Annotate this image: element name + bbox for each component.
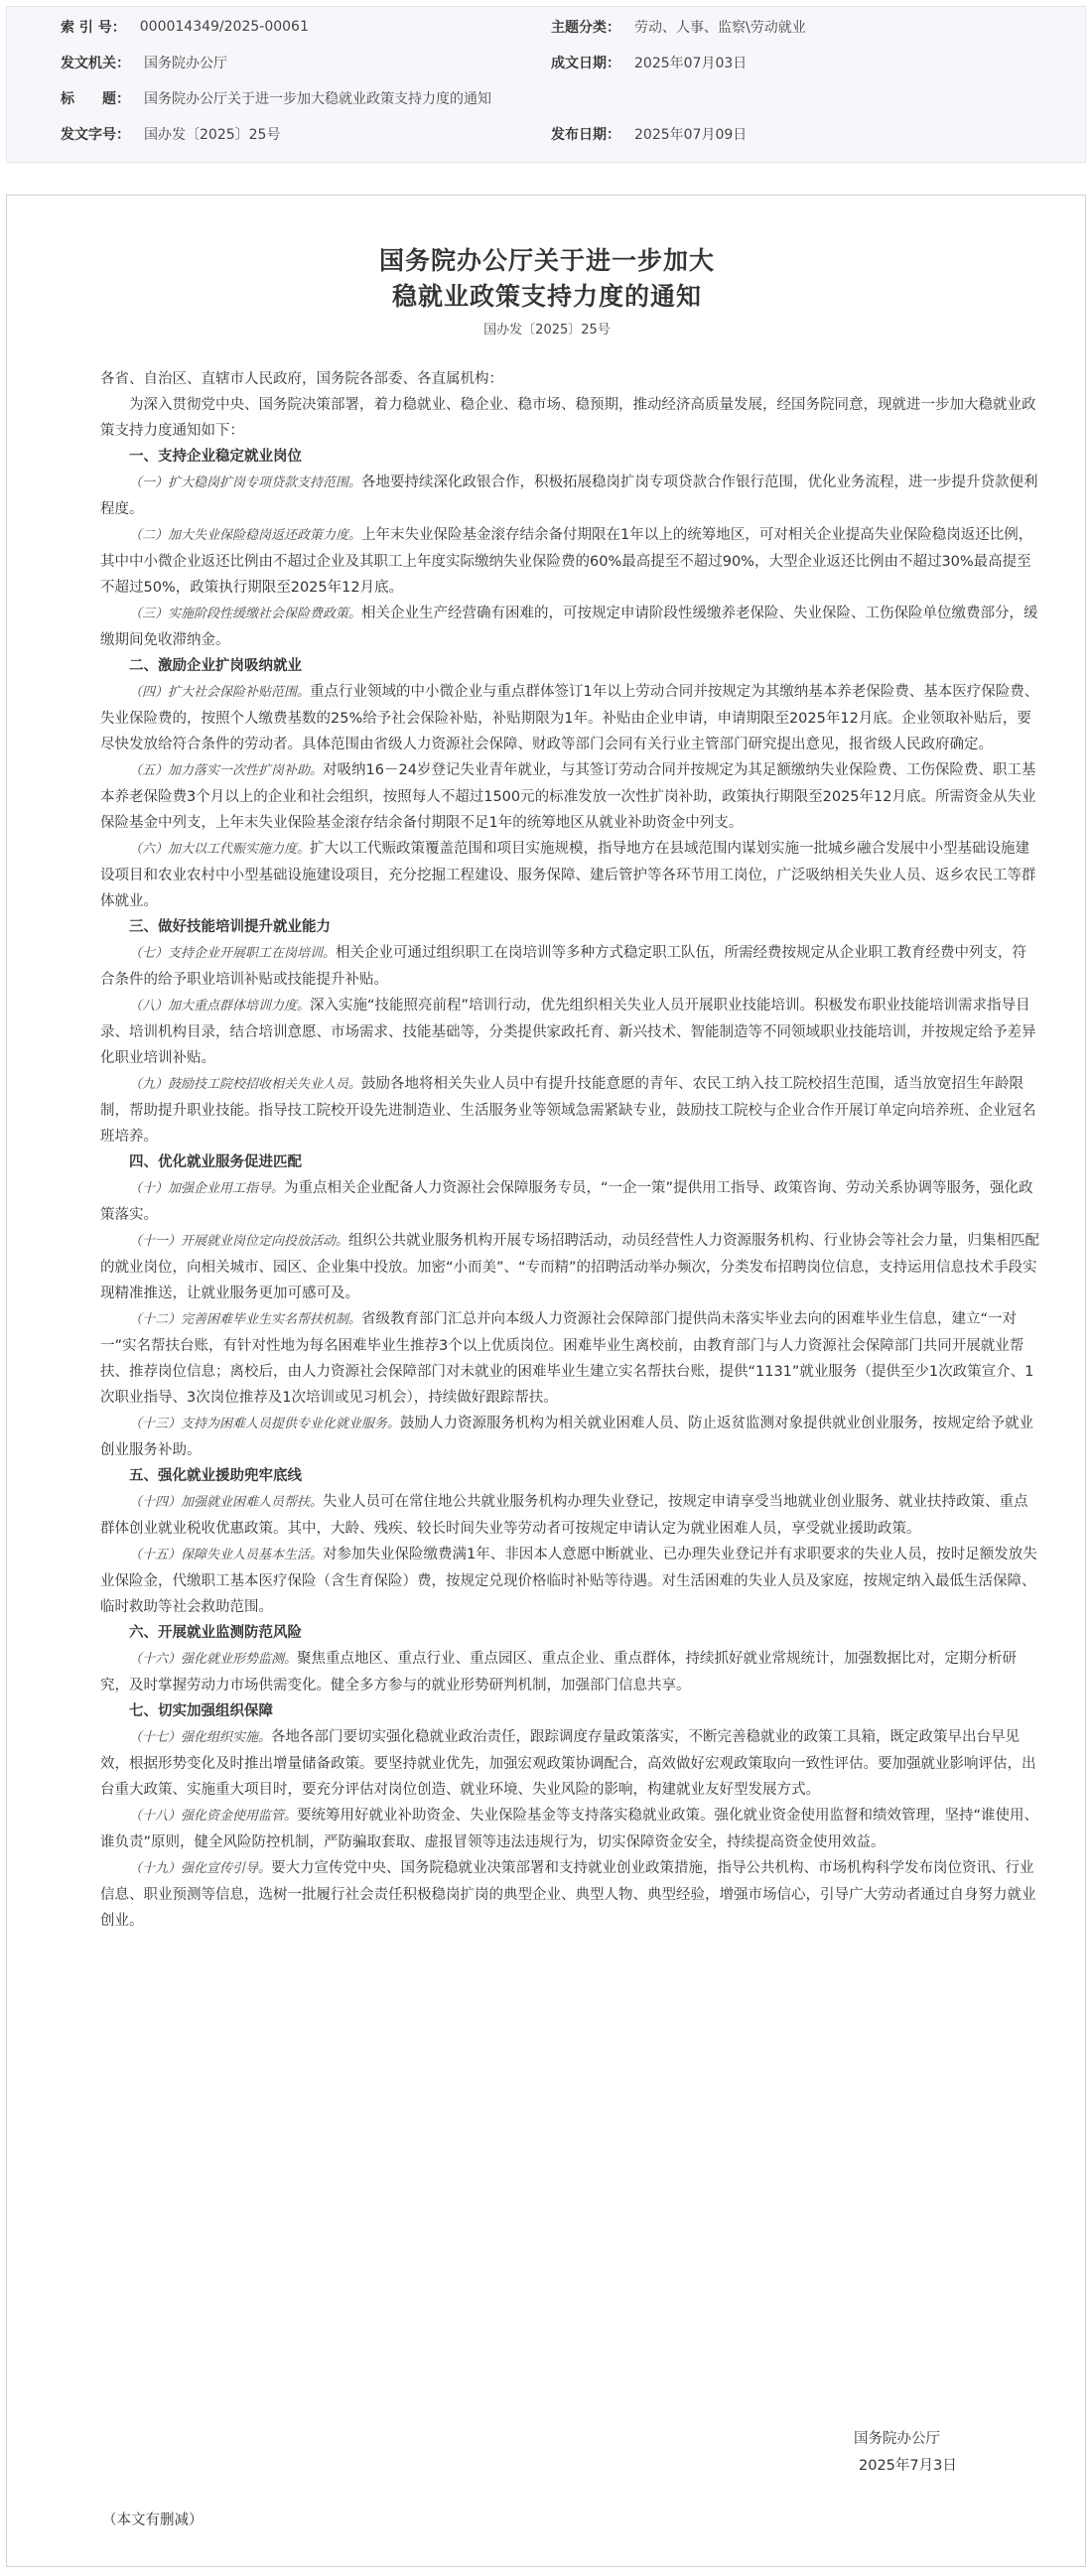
paragraph-7-text: 相关企业可通过组织职工在岗培训等多种方式稳定职工队伍，所需经费按规定从企业职工教育经费中列支，符合条件的给予职业培训补贴或技能提升补贴。 <box>100 945 1027 988</box>
paragraph-19-text: 要大力宣传党中央、国务院稳就业决策部署和支持就业创业政策措施，指导公共机构、市场机构科学发布岗位资讯、行业信息、职业预测等信息，选树一批履行社会责任积极稳岗扩岗的典型企业、典型人物、典型经验，增强市场信心，引导广大劳动者通过自身努力就业创业。 <box>100 1860 1036 1929</box>
paragraph-10-subtitle: （十）加强企业用工指导。 <box>129 1181 285 1196</box>
category-label: 主题分类： <box>551 20 620 36</box>
date-published-value: 2025年07月09日 <box>634 127 748 143</box>
doc-number-value: 国办发〔2025〕25号 <box>144 127 281 143</box>
title-value: 国务院办公厅关于进一步加大稳就业政策支持力度的通知 <box>144 91 491 107</box>
paragraph-3 <box>100 601 1039 653</box>
intro-paragraph: 为深入贯彻党中央、国务院决策部署，着力稳就业、稳企业、稳市场、稳预期，推动经济高质量发展，经国务院同意，现就进一步加大稳就业政策支持力度通知如下： <box>100 397 1036 439</box>
paragraph-3-text: 相关企业生产经营确有困难的，可按规定申请阶段性缓缴养老保险、失业保险、工伤保险单位缴费部分，缓缴期间免收滞纳金。 <box>100 606 1038 648</box>
section-heading-2: 二、激励企业扩岗吸纳就业 <box>129 658 302 674</box>
paragraph-15-text: 对参加失业保险缴费满1年、非因本人意愿中断就业、已办理失业登记并有求职要求的失业人员，按时足额发放失业保险金，代缴职工基本医疗保险（含生育保险）费，按规定兑现价格临时补贴等待遇。对生活困难的失业人员及家庭，按规定纳入最低生活保障、临时救助等社会救助范围。 <box>100 1547 1037 1615</box>
paragraph-5-text: 对吸纳16－24岁登记失业青年就业，与其签订劳动合同并按规定为其足额缴纳失业保险费、工伤保险费、职工基本养老保险费3个月以上的企业和社会组织，按照每人不超过1500元的标准发放一次性扩岗补助，政策执行期限至2025年12月底。所需资金从失业保险基金中列支，上年末失业保险基金滚存结余备付期限不足1年的统筹地区从就业补助资金中列支。 <box>100 762 1036 831</box>
paragraph-16 <box>100 1646 1039 1698</box>
paragraph-17-subtitle: （十七）强化组织实施。 <box>129 1730 272 1745</box>
document-number: 国办发〔2025〕25号 <box>483 323 611 338</box>
paragraph-11 <box>100 1228 1039 1306</box>
signature-issuer: 国务院办公厅 <box>854 2431 940 2447</box>
paragraph-6-text: 扩大以工代赈政策覆盖范围和项目实施规模，指导地方在县域范围内谋划实施一批城乡融合发展中小型基础设施建设项目和农业农村中小型基础设施建设项目，充分挖掘工程建设、服务保障、建后管护等各环节用工岗位，广泛吸纳相关失业人员、返乡农民工等群体就业。 <box>100 841 1036 909</box>
paragraph-5-subtitle: （五）加力落实一次性扩岗补助。 <box>129 763 324 778</box>
paragraph-1-subtitle: （一）扩大稳岗扩岗专项贷款支持范围。 <box>129 475 362 490</box>
paragraph-12-text: 省级教育部门汇总并向本级人力资源社会保障部门提供尚未落实毕业去向的困难毕业生信息，建立“一对一”实名帮扶台账，有针对性地为每名困难毕业生推荐3个以上优质岗位。困难毕业生离校前，由教育部门与人力资源社会保障部门共同开展就业帮扶、推荐岗位信息；离校后，由人力资源社会保障部门对未就业的困难毕业生建立实名帮扶台账，提供“1131”就业服务（提供至少1次政策宣介、1次职业指导、3次岗位推荐及1次培训或见习机会），持续做好跟踪帮扶。 <box>100 1311 1034 1406</box>
date-written-value: 2025年07月03日 <box>634 56 748 71</box>
paragraph-4-text: 重点行业领域的中小微企业与重点群体签订1年以上劳动合同并按规定为其缴纳基本养老保险费、基本医疗保险费、失业保险费的，按照个人缴费基数的25%给予社会保险补贴，补贴期限为1年。补贴由企业申请，申请期限至2025年12月底。企业领取补贴后，要尽快发放给符合条件的劳动者。具体范围由省级人力资源社会保障、财政等部门会同有关行业主管部门研究提出意见，报省级人民政府确定。 <box>100 684 1039 752</box>
paragraph-14-subtitle: （十四）加强就业困难人员帮扶。 <box>129 1495 324 1510</box>
document-panel <box>6 195 1086 2567</box>
paragraph-13-text: 鼓励人力资源服务机构为相关就业困难人员、防止返贫监测对象提供就业创业服务，按规定给予就业创业服务补助。 <box>100 1416 1034 1458</box>
doc-number-row <box>61 118 280 150</box>
index-number-label: 索 引 号： <box>61 20 126 36</box>
index-number-row <box>61 11 309 43</box>
issuer-value: 国务院办公厅 <box>144 56 227 71</box>
paragraph-7-subtitle: （七）支持企业开展职工在岗培训。 <box>129 946 337 961</box>
issuer-label: 发文机关： <box>61 56 130 71</box>
section-heading-7: 七、切实加强组织保障 <box>129 1703 273 1719</box>
paragraph-3-subtitle: （三）实施阶段性缓缴社会保险费政策。 <box>129 607 362 621</box>
paragraph-2 <box>100 522 1039 601</box>
date-published-label: 发布日期： <box>551 127 620 143</box>
document-title-line1: 国务院办公厅关于进一步加大 <box>378 246 715 275</box>
paragraph-8 <box>100 993 1039 1071</box>
signature-date: 2025年7月3日 <box>859 2458 957 2474</box>
paragraph-10 <box>100 1175 1039 1228</box>
metadata-panel <box>6 6 1086 163</box>
category-row <box>551 11 806 43</box>
date-published-row <box>551 118 747 150</box>
category-value: 劳动、人事、监察\劳动就业 <box>634 20 806 36</box>
paragraph-5 <box>100 757 1039 836</box>
paragraph-15 <box>100 1542 1039 1620</box>
paragraph-8-subtitle: （八）加大重点群体培训力度。 <box>129 999 311 1014</box>
issuer-row <box>61 47 227 78</box>
paragraph-1 <box>100 470 1039 522</box>
title-row <box>61 82 491 114</box>
paragraph-4-subtitle: （四）扩大社会保险补贴范围。 <box>129 685 311 700</box>
paragraph-12 <box>100 1306 1039 1411</box>
paragraph-15-subtitle: （十五）保障失业人员基本生活。 <box>129 1548 324 1562</box>
paragraph-9-subtitle: （九）鼓励技工院校招收相关失业人员。 <box>129 1077 362 1092</box>
section-heading-4: 四、优化就业服务促进匹配 <box>129 1154 302 1170</box>
index-number-value: 000014349/2025-00061 <box>139 19 309 35</box>
paragraph-8-text: 深入实施“技能照亮前程”培训行动，优先组织相关失业人员开展职业技能培训。积极发布职业技能培训需求指导目录、培训机构目录，结合培训意愿、市场需求、技能基础等，分类提供家政托育、新兴技术、智能制造等不同领域职业技能培训，并按规定给予差异化职业培训补贴。 <box>100 998 1036 1066</box>
paragraph-16-subtitle: （十六）强化就业形势监测。 <box>129 1652 298 1667</box>
paragraph-19 <box>100 1855 1039 1934</box>
paragraph-9-text: 鼓励各地将相关失业人员中有提升技能意愿的青年、农民工纳入技工院校招生范围，适当放宽招生年龄限制，帮助提升职业技能。指导技工院校开设先进制造业、生活服务业等领域急需紧缺专业，鼓励技工院校与企业合作开展订单定向培养班、企业冠名班培养。 <box>100 1076 1036 1145</box>
doc-number-label: 发文字号： <box>61 127 130 143</box>
paragraph-18 <box>100 1803 1039 1855</box>
paragraph-19-subtitle: （十九）强化宣传引导。 <box>129 1861 272 1876</box>
section-heading-3: 三、做好技能培训提升就业能力 <box>129 919 331 935</box>
paragraph-11-subtitle: （十一）开展就业岗位定向投放活动。 <box>129 1234 349 1249</box>
title-label: 标 题： <box>61 91 130 107</box>
date-written-label: 成文日期： <box>551 56 620 71</box>
paragraph-7 <box>100 940 1039 993</box>
paragraph-2-subtitle: （二）加大失业保险稳岗返还政策力度。 <box>129 528 362 543</box>
paragraph-16-text: 聚焦重点地区、重点行业、重点园区、重点企业、重点群体，持续抓好就业常规统计，加强数据比对，定期分析研究，及时掌握劳动力市场供需变化。健全多方参与的就业形势研判机制，加强部门信息共享。 <box>100 1651 1018 1694</box>
paragraph-4 <box>100 679 1039 757</box>
paragraph-13-subtitle: （十三）支持为困难人员提供专业化就业服务。 <box>129 1417 401 1431</box>
paragraph-14 <box>100 1489 1039 1542</box>
date-written-row <box>551 47 747 78</box>
paragraph-17 <box>100 1724 1039 1803</box>
abridged-note: （本文有删减） <box>102 2512 204 2528</box>
paragraph-6 <box>100 836 1039 914</box>
paragraph-18-text: 要统筹用好就业补助资金、失业保险基金等支持落实稳就业政策。强化就业资金使用监督和绩效管理，坚持“谁使用、谁负责”原则，健全风险防控机制，严防骗取套取、虚报冒领等违法违规行为，切实保障资金安全，持续提高资金使用效益。 <box>100 1808 1039 1850</box>
section-heading-1: 一、支持企业稳定就业岗位 <box>129 449 302 465</box>
paragraph-1-text: 各地要持续深化政银合作，积极拓展稳岗扩岗专项贷款合作银行范围，优化业务流程，进一步提升贷款便利程度。 <box>100 475 1038 517</box>
paragraph-12-subtitle: （十二）完善困难毕业生实名帮扶机制。 <box>129 1312 362 1327</box>
paragraph-2-text: 上年末失业保险基金滚存结余备付期限在1年以上的统筹地区，可对相关企业提高失业保险稳岗返还比例，其中中小微企业返还比例由不超过企业及其职工上年度实际缴纳失业保险费的60%最高提至不超过90%，大型企业返还比例由不超过30%最高提至不超过50%，政策执行期限至2025年12月底。 <box>100 527 1033 596</box>
section-heading-6: 六、开展就业监测防范风险 <box>129 1625 302 1641</box>
paragraph-11-text: 组织公共就业服务机构开展专场招聘活动，动员经营性人力资源服务机构、行业协会等社会力量，归集相匹配的就业岗位，向相关城市、园区、企业集中投放。加密“小而美”、“专而精”的招聘活动举办频次，分类发布招聘岗位信息，支持运用信息技术手段实现精准推送，让就业服务更加可感可及。 <box>100 1233 1040 1301</box>
paragraph-13 <box>100 1411 1039 1463</box>
paragraph-9 <box>100 1071 1039 1150</box>
paragraph-18-subtitle: （十八）强化资金使用监管。 <box>129 1809 298 1824</box>
paragraph-6-subtitle: （六）加大以工代赈实施力度。 <box>129 842 311 857</box>
section-heading-5: 五、强化就业援助兜牢底线 <box>129 1468 302 1484</box>
paragraph-17-text: 各地各部门要切实强化稳就业政治责任，跟踪调度存量政策落实，不断完善稳就业的政策工具箱，既定政策早出台早见效，根据形势变化及时推出增量储备政策。要坚持就业优先，加强宏观政策协调配合，高效做好宏观政策取向一致性评估。要加强就业影响评估，出台重大政策、实施重大项目时，要充分评估对岗位创造、就业环境、失业风险的影响，构建就业友好型发展方式。 <box>100 1729 1036 1798</box>
paragraph-14-text: 失业人员可在常住地公共就业服务机构办理失业登记，按规定申请享受当地就业创业服务、就业扶持政策、重点群体创业就业税收优惠政策。其中，大龄、残疾、较长时间失业等劳动者可按规定申请认定为就业困难人员，享受就业援助政策。 <box>100 1494 1028 1537</box>
document-title-line2: 稳就业政策支持力度的通知 <box>391 282 702 311</box>
document-body <box>100 366 1039 1934</box>
salutation: 各省、自治区、直辖市人民政府，国务院各部委、各直属机构： <box>100 371 503 387</box>
paragraph-10-text: 为重点相关企业配备人力资源社会保障服务专员，“一企一策”提供用工指导、政策咨询、劳动关系协调等服务，强化政策落实。 <box>100 1180 1033 1223</box>
